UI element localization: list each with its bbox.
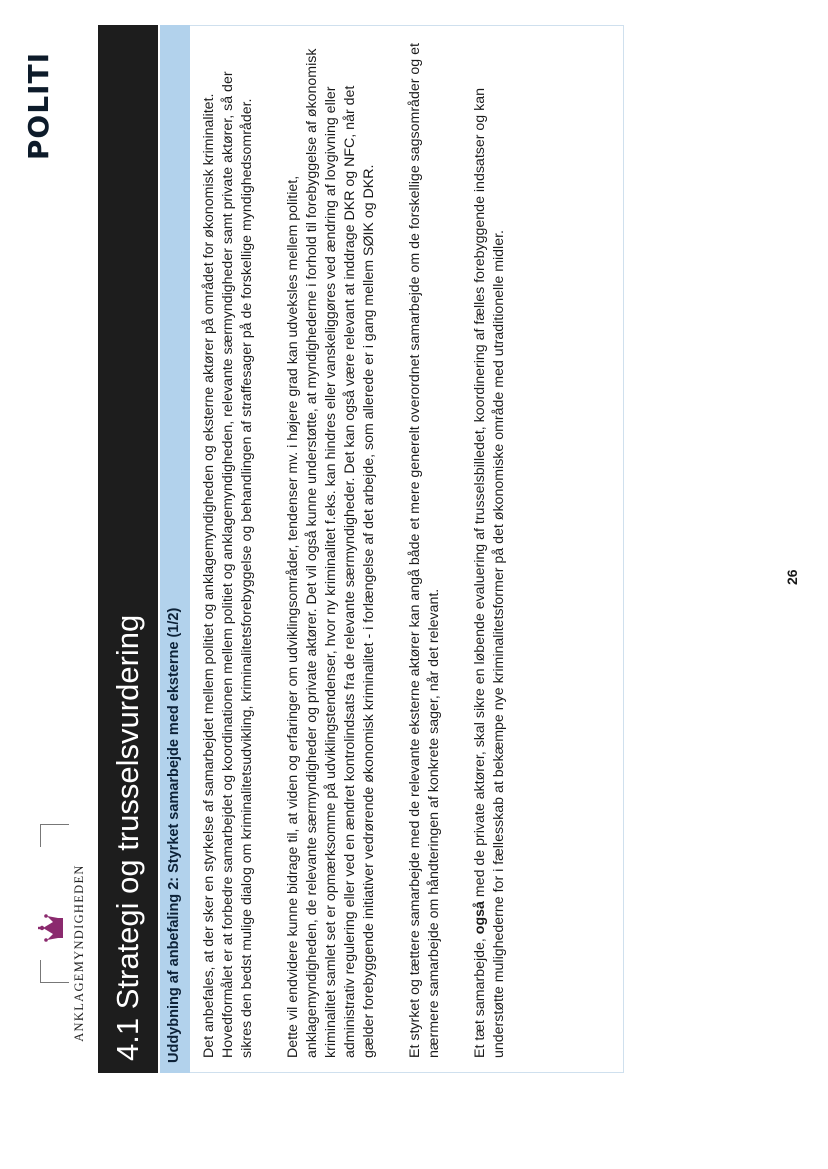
subtitle-bar — [160, 25, 190, 1073]
content-box — [190, 25, 624, 1073]
paragraph-2: Dette vil endvidere kunne bidrage til, at viden og erfaringer om udviklingsområder, tendenser mv. i højere grad kan udveksles mellem politiet, anklagemyndigheden, de relevante særmyndigheder og private aktører. Det vil også kunne understøtte, at myndighederne i forhold til forebyggelse af økonomisk kriminalitet samlet set er opmærksomme på udviklingstendenser, hvor ny kriminalitet f.eks. kan hindres eller vanskeliggøres ved ændring af lovgivning eller administrativ regulering eller ved en ændret kontrolindsats fra de relevante særmyndigheder. Det kan også være relevant at inddrage DKR og NFC, når det gælder forebyggende initiativer vedrørende økonomisk kriminalitet - i forlængelse af det arbejde, som allerede er i gang mellem SØIK og DKR. — [285, 48, 377, 1058]
title-bar — [98, 25, 158, 1073]
slide-subtitle: Uddybning af anbefaling 2: Styrket samarbejde med eksterne (1/2) — [166, 607, 182, 1063]
agency-name: ANKLAGEMYNDIGHEDEN — [72, 864, 86, 1042]
politi-logo: POLITI — [22, 52, 55, 161]
paragraph-4 — [471, 42, 509, 1058]
paragraph-1: Det anbefales, at der sker en styrkelse af samarbejdet mellem politiet og anklagemyndigheden og eksterne aktører på området for økonomisk kriminalitet. Hovedformålet er at forbedre samarbejdet og koordinationen mellem politiet og anklagemyndigheden, relevante særmyndigheder samt private aktører, så der sikres den bedst mulige dialog om kriminalitetsudvikling, kriminalitetsforebyggelse og behandlingen af straffesager på de forskellige myndighedsområder. — [201, 71, 255, 1058]
crown-icon — [38, 911, 68, 945]
paragraph-4-start: Et tæt samarbejde, — [472, 934, 488, 1058]
logo-bracket-left — [40, 960, 69, 983]
paragraph-4-end: med de private aktører, skal sikre en løbende evaluering af trusselsbilledet, koordinering af fælles forebyggende indsatser og kan understøtte mulighederne for i fællesskab at bekæmpe nye kriminalitetsformer på det økonomiske område med utraditionelle midler. — [472, 87, 507, 1058]
paragraph-4-bold: også — [472, 901, 488, 935]
logo-bracket-right — [40, 824, 69, 847]
page-number: 26 — [784, 569, 800, 585]
anklagemyndigheden-logo — [38, 833, 88, 1073]
slide-title: 4.1 Strategi og trusselsvurdering — [110, 614, 145, 1061]
paragraph-3: Et styrket og tættere samarbejde med de relevante eksterne aktører kan angå både et mere generelt overordnet samarbejde om de forskellige sagsområder og et nærmere samarbejde om håndteringen af konkrete sager, når det relevant. — [407, 43, 442, 1058]
